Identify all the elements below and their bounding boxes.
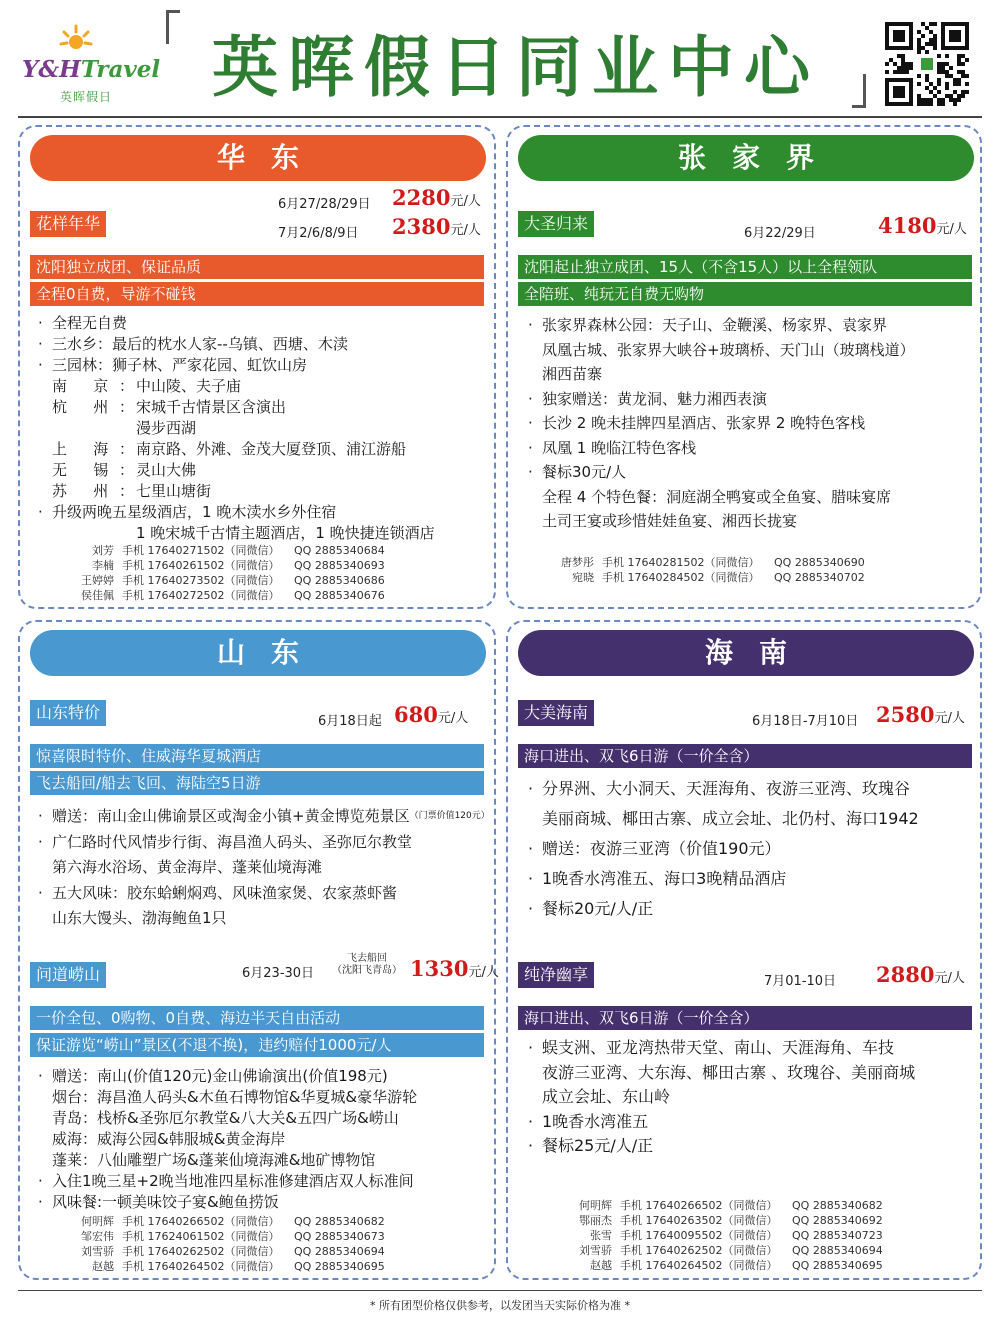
feature-bar: 惊喜限时特价、住威海华夏城酒店 xyxy=(30,744,484,768)
date-1: 6月27/28/29日 xyxy=(278,197,371,212)
contact-qq: QQ 2885340686 xyxy=(294,574,385,587)
item-text: 夜游三亚湾、大东海、椰田古寨 、玫瑰谷、美丽商城 xyxy=(542,1062,916,1082)
list-item xyxy=(38,334,435,355)
item-label: 无 锡： xyxy=(52,461,134,479)
contact-row xyxy=(578,1243,883,1258)
sun-icon xyxy=(58,22,94,58)
contact-name: 侯佳佩 xyxy=(81,589,114,602)
bullet xyxy=(38,855,52,881)
item-label: 南 京： xyxy=(52,377,134,395)
contact-qq: QQ 2885340702 xyxy=(774,571,865,584)
list-item xyxy=(528,509,915,534)
list-item xyxy=(528,1110,915,1135)
list-item xyxy=(38,804,490,830)
bullet xyxy=(528,1061,542,1086)
contact-list xyxy=(80,1214,385,1274)
list-item xyxy=(528,387,915,412)
bullet: · xyxy=(528,779,534,798)
contact-qq: QQ 2885340682 xyxy=(792,1199,883,1212)
item-label: 杭 州： xyxy=(52,398,134,416)
footer-divider xyxy=(18,1290,982,1291)
feature-bar: 沈阳起止独立成团、15人（不含15人）以上全程领队 xyxy=(518,255,972,279)
bullet xyxy=(38,418,52,439)
bullet: · xyxy=(38,503,43,521)
panel-zhangjiajie xyxy=(506,125,982,609)
bullet xyxy=(38,397,52,418)
list-item xyxy=(528,1085,915,1110)
contact-name: 何明辉 xyxy=(81,1215,114,1228)
list-item xyxy=(528,804,919,834)
bullet xyxy=(38,1150,52,1171)
bullet: · xyxy=(38,883,43,902)
bullet xyxy=(528,804,542,834)
contact-row xyxy=(80,588,385,603)
contact-qq: QQ 2885340695 xyxy=(294,1260,385,1273)
date-1: 6月18日起 xyxy=(318,714,382,729)
bullet: · xyxy=(528,316,533,334)
list-item xyxy=(38,881,490,907)
bullet: · xyxy=(528,463,533,481)
bullet xyxy=(528,362,542,387)
bullet xyxy=(528,1085,542,1110)
item-text: 张家界森林公园：天子山、金鞭溪、杨家界、袁家界 xyxy=(542,316,888,334)
item-text: 凤凰 1 晚临江特色客栈 xyxy=(542,438,697,457)
item-text: 宋城千古情景区含演出 xyxy=(136,398,287,416)
contact-phone: 手机 17640266502（同微信） xyxy=(122,1215,280,1228)
list-item xyxy=(528,436,915,461)
list-item xyxy=(38,418,435,439)
contact-phone: 手机 17640266502（同微信） xyxy=(620,1199,778,1212)
feature-bar: 全陪班、纯玩无自费无购物 xyxy=(518,282,972,306)
list-item xyxy=(528,864,919,894)
list-item xyxy=(38,1108,417,1129)
list-item xyxy=(528,411,915,436)
region-title-hainan: 海南 xyxy=(518,630,974,676)
list-item xyxy=(528,313,915,338)
item-text: 土司王宴或珍惜娃娃鱼宴、湘西长拢宴 xyxy=(542,512,798,530)
contact-qq: QQ 2885340690 xyxy=(774,556,865,569)
item-text: 赠送：南山金山佛谕景区或淘金小镇+黄金博览苑景区 xyxy=(52,807,410,825)
bullet xyxy=(38,1108,52,1129)
bullet: · xyxy=(528,899,534,918)
item-text: 1晚香水湾准五、海口3晚精品酒店 xyxy=(542,869,787,888)
item-text: 灵山大佛 xyxy=(136,461,197,479)
price-1: 2280元/人 xyxy=(392,185,481,210)
contact-name: 刘雪骄 xyxy=(579,1244,612,1257)
list-item xyxy=(38,376,435,397)
item-indent xyxy=(52,418,136,439)
panel-hainan xyxy=(506,620,982,1280)
item-label: 苏 州： xyxy=(52,482,134,500)
contact-qq: QQ 2885340682 xyxy=(294,1215,385,1228)
bullet: · xyxy=(38,832,43,851)
list-item xyxy=(38,906,490,932)
item-text: 山东大馒头、渤海鲍鱼1只 xyxy=(52,909,227,927)
price-1: 2580元/人 xyxy=(876,702,965,727)
contact-name: 邹宏伟 xyxy=(81,1230,114,1243)
list-item xyxy=(528,834,919,864)
contact-row xyxy=(80,1259,385,1274)
region-title-shandong: 山东 xyxy=(30,630,486,676)
item-text: 分界洲、大小洞天、天涯海角、夜游三亚湾、玫瑰谷 xyxy=(542,779,911,798)
region-title-east: 华东 xyxy=(30,135,486,181)
contact-name: 何明辉 xyxy=(579,1199,612,1212)
feature-bar: 沈阳独立成团、保证品质 xyxy=(30,255,484,279)
list-item xyxy=(38,502,435,523)
contact-qq: QQ 2885340684 xyxy=(294,544,385,557)
item-text: 五大风味：胶东蛤蜊焖鸡、风味渔家煲、农家蒸虾酱 xyxy=(52,883,398,902)
item-text: 风味餐:一顿美味饺子宴&鲍鱼捞饭 xyxy=(52,1193,279,1211)
list-item xyxy=(38,523,435,544)
contact-phone: 手机 17640262502（同微信） xyxy=(620,1244,778,1257)
price-2: 2380元/人 xyxy=(392,214,481,239)
item-text: 蜈支洲、亚龙湾热带天堂、南山、天涯海角、车技 xyxy=(542,1038,895,1057)
item-text: 七里山塘街 xyxy=(136,482,212,500)
date-1: 6月18日-7月10日 xyxy=(752,714,859,729)
bullet: · xyxy=(38,1193,43,1211)
item-text: 青岛：栈桥&圣弥厄尔教堂&八大关&五四广场&崂山 xyxy=(52,1109,399,1127)
contact-row xyxy=(80,543,385,558)
list-item xyxy=(528,338,915,363)
list-item xyxy=(38,397,435,418)
item-text: 全程无自费 xyxy=(52,314,128,332)
travel-mode-note: 飞去船回 （沈阳飞青岛） xyxy=(332,953,402,976)
route-tag-east[interactable]: 花样年华 xyxy=(30,211,106,237)
contact-phone: 手机 17640262502（同微信） xyxy=(122,1245,280,1258)
contact-qq: QQ 2885340692 xyxy=(792,1214,883,1227)
item-indent xyxy=(52,523,136,544)
panel-shandong xyxy=(18,620,499,1280)
item-text: 成立会址、东山岭 xyxy=(542,1087,671,1106)
item-text: 独家赠送：黄龙洞、魅力湘西表演 xyxy=(542,389,768,408)
contact-phone: 手机 17640264502（同微信） xyxy=(620,1259,778,1272)
contact-phone: 手机 17640271502（同微信） xyxy=(122,544,280,557)
route-tag-zhangjiajie[interactable]: 大圣归来 xyxy=(518,211,594,237)
item-text: 广仁路时代风情步行街、海昌渔人码头、圣弥厄尔教堂 xyxy=(52,832,413,851)
region-title-zhangjiajie: 张家界 xyxy=(518,135,974,181)
list-item xyxy=(38,830,490,856)
contact-name: 张雪 xyxy=(590,1229,612,1242)
logo-wordmark: Y&HTravel xyxy=(22,56,161,83)
bullet: · xyxy=(38,356,43,374)
item-text: 蓬莱：八仙雕塑广场&蓬莱仙境海滩&地矿博物馆 xyxy=(52,1151,376,1169)
list-item xyxy=(38,355,435,376)
item-text: 1 晚宋城千古情主题酒店，1 晚快捷连锁酒店 xyxy=(136,524,435,542)
bullet xyxy=(38,906,52,932)
item-label: 上 海： xyxy=(52,440,134,458)
route-tag-shandong-special[interactable]: 山东特价 xyxy=(30,700,106,726)
itinerary-list xyxy=(38,313,435,544)
itinerary-list xyxy=(528,1036,915,1159)
bullet: · xyxy=(528,414,533,432)
contact-qq: QQ 2885340694 xyxy=(294,1245,385,1258)
feature-bar: 全程0自费，导游不碰钱 xyxy=(30,282,484,306)
price-2: 1330元/人 xyxy=(410,956,499,981)
list-item xyxy=(38,1087,417,1108)
contact-qq: QQ 2885340723 xyxy=(792,1229,883,1242)
list-item xyxy=(528,894,919,924)
list-item xyxy=(528,1061,915,1086)
contact-name: 刘雪骄 xyxy=(81,1245,114,1258)
item-text: 入住1晚三星+2晚当地准四星标准修建酒店双人标准间 xyxy=(52,1172,414,1190)
contact-qq: QQ 2885340694 xyxy=(792,1244,883,1257)
price-1: 4180元/人 xyxy=(878,213,967,238)
contact-name: 唐梦彤 xyxy=(561,556,594,569)
bullet xyxy=(38,481,52,502)
header-divider xyxy=(18,116,982,118)
bullet xyxy=(38,376,52,397)
item-text: 凤凰古城、张家界大峡谷+玻璃桥、天门山（玻璃栈道） xyxy=(542,340,915,359)
panel-east-china xyxy=(18,125,496,609)
item-text: 长沙 2 晚未挂牌四星酒店、张家界 2 晚特色客栈 xyxy=(542,414,866,432)
list-item xyxy=(528,485,915,510)
bullet: · xyxy=(528,438,533,457)
contact-qq: QQ 2885340673 xyxy=(294,1230,385,1243)
contact-phone: 手机 17640272502（同微信） xyxy=(122,589,280,602)
bullet: · xyxy=(528,1136,534,1155)
qr-code-icon[interactable] xyxy=(885,22,969,106)
bullet xyxy=(38,523,52,544)
itinerary-list xyxy=(528,313,915,534)
list-item xyxy=(38,481,435,502)
bracket-left xyxy=(166,10,180,44)
bullet xyxy=(38,460,52,481)
bullet: · xyxy=(528,869,534,888)
price-disclaimer: * 所有团型价格仅供参考，以发团当天实际价格为准 * xyxy=(370,1299,630,1312)
item-text: 全程 4 个特色餐：洞庭湖全鸭宴或全鱼宴、腊味宴席 xyxy=(542,487,892,506)
item-text: 美丽商城、椰田古寨、成立会址、北仍村、海口1942 xyxy=(542,809,919,828)
item-text: 赠送：夜游三亚湾（价值190元） xyxy=(542,839,781,858)
bullet: · xyxy=(38,314,43,332)
contact-list xyxy=(80,543,385,603)
bullet: · xyxy=(38,807,43,825)
date-1: 6月22/29日 xyxy=(744,226,816,241)
contact-name: 赵越 xyxy=(92,1260,114,1273)
list-item xyxy=(528,774,919,804)
item-text: 南京路、外滩、金茂大厦登顶、浦江游船 xyxy=(136,440,407,458)
item-text: 赠送：南山(价值120元)金山佛谕演出(价值198元) xyxy=(52,1067,388,1085)
itinerary-list xyxy=(38,1066,417,1213)
contact-list xyxy=(578,1198,883,1273)
item-text: 餐标30元/人 xyxy=(542,463,627,481)
bullet xyxy=(38,1129,52,1150)
bullet xyxy=(528,509,542,534)
list-item xyxy=(528,460,915,485)
list-item xyxy=(38,439,435,460)
contact-qq: QQ 2885340676 xyxy=(294,589,385,602)
list-item xyxy=(38,1150,417,1171)
bullet xyxy=(528,485,542,510)
contact-row xyxy=(578,1228,883,1243)
list-item xyxy=(38,855,490,881)
item-text: 湘西苗寨 xyxy=(542,365,603,383)
date-2: 7月01-10日 xyxy=(764,974,837,989)
brand-logo[interactable] xyxy=(22,22,161,104)
contact-name: 刘芳 xyxy=(92,544,114,557)
contact-row xyxy=(80,1214,385,1229)
price-2: 2880元/人 xyxy=(876,962,965,987)
item-text: 三水乡：最后的枕水人家--乌镇、西塘、木渎 xyxy=(52,335,348,353)
contact-row xyxy=(80,1244,385,1259)
contact-phone: 手机 17640281502（同微信） xyxy=(602,556,760,569)
item-text: 1晚香水湾准五 xyxy=(542,1111,649,1131)
item-text: 漫步西湖 xyxy=(136,419,197,437)
bullet: · xyxy=(38,1067,43,1085)
bullet xyxy=(38,439,52,460)
contact-phone: 手机 17624061502（同微信） xyxy=(122,1230,280,1243)
feature-bar: 海口进出、双飞6日游（一价全含） xyxy=(518,744,972,768)
contact-row xyxy=(80,558,385,573)
contact-name: 赵越 xyxy=(590,1259,612,1272)
itinerary-list xyxy=(528,774,919,924)
list-item xyxy=(528,362,915,387)
list-item xyxy=(528,1036,915,1061)
contact-name: 李楠 xyxy=(92,559,114,572)
contact-name: 王婷婷 xyxy=(81,574,114,587)
title-block xyxy=(166,10,866,108)
contact-row xyxy=(80,1229,385,1244)
item-text: 餐标25元/人/正 xyxy=(542,1136,654,1155)
feature-bar: 飞去船回/船去飞回、海陆空5日游 xyxy=(30,771,484,795)
contact-phone: 手机 17640263502（同微信） xyxy=(620,1214,778,1227)
itinerary-list xyxy=(38,804,490,932)
contact-row xyxy=(578,1198,883,1213)
bullet: · xyxy=(38,335,43,353)
list-item xyxy=(38,1171,417,1192)
contact-row xyxy=(578,1258,883,1273)
item-text: 第六海水浴场、黄金海岸、蓬莱仙境海滩 xyxy=(52,858,323,876)
contact-phone: 手机 17640273502（同微信） xyxy=(122,574,280,587)
feature-bar: 保证游览“崂山”景区(不退不换)，违约赔付1000元/人 xyxy=(30,1033,484,1057)
bullet: · xyxy=(528,839,534,858)
item-text: 威海：威海公园&韩服城&黄金海岸 xyxy=(52,1130,286,1148)
date-2: 6月23-30日 xyxy=(242,966,315,981)
contact-phone: 手机 17640264502（同微信） xyxy=(122,1260,280,1273)
item-text: 中山陵、夫子庙 xyxy=(136,377,242,395)
contact-qq: QQ 2885340695 xyxy=(792,1259,883,1272)
item-note: （门票价值120元） xyxy=(409,811,490,821)
item-text: 餐标20元/人/正 xyxy=(542,899,654,918)
bullet: · xyxy=(528,389,533,408)
header xyxy=(0,0,1000,114)
contact-phone: 手机 17640261502（同微信） xyxy=(122,559,280,572)
bullet xyxy=(528,338,542,363)
contact-row xyxy=(560,555,865,570)
contact-list xyxy=(560,555,865,585)
contact-name: 宛晓 xyxy=(572,571,594,584)
route-tag-pure-retreat[interactable]: 纯净幽享 xyxy=(518,962,594,988)
contact-row xyxy=(578,1213,883,1228)
list-item xyxy=(38,1192,417,1213)
bullet xyxy=(38,1087,52,1108)
contact-name: 鄂丽杰 xyxy=(579,1214,612,1227)
route-tag-laoshan[interactable]: 问道崂山 xyxy=(30,962,106,988)
bullet: · xyxy=(38,1172,43,1190)
price-1: 680元/人 xyxy=(394,702,469,727)
contact-phone: 手机 17640095502（同微信） xyxy=(620,1229,778,1242)
list-item xyxy=(38,1066,417,1087)
list-item xyxy=(38,460,435,481)
logo-subtitle: 英晖假日 xyxy=(60,90,113,104)
contact-row xyxy=(560,570,865,585)
list-item xyxy=(38,313,435,334)
page-title: 英晖假日同业中心 xyxy=(212,28,820,106)
item-text: 三园林：狮子林、严家花园、虹饮山房 xyxy=(52,356,308,374)
bullet: · xyxy=(528,1038,534,1057)
list-item xyxy=(38,1129,417,1150)
bracket-right xyxy=(852,74,866,108)
item-text: 升级两晚五星级酒店，1 晚木渎水乡外住宿 xyxy=(52,503,337,521)
date-2: 7月2/6/8/9日 xyxy=(278,226,359,241)
feature-bar: 海口进出、双飞6日游（一价全含） xyxy=(518,1006,972,1030)
feature-bar: 一价全包、0购物、0自费、海边半天自由活动 xyxy=(30,1006,484,1030)
bullet: · xyxy=(528,1111,534,1131)
item-text: 烟台：海昌渔人码头&木鱼石博物馆&华夏城&豪华游轮 xyxy=(52,1088,418,1106)
route-tag-hainan-beauty[interactable]: 大美海南 xyxy=(518,700,594,726)
list-item xyxy=(528,1134,915,1159)
contact-row xyxy=(80,573,385,588)
contact-phone: 手机 17640284502（同微信） xyxy=(602,571,760,584)
contact-qq: QQ 2885340693 xyxy=(294,559,385,572)
